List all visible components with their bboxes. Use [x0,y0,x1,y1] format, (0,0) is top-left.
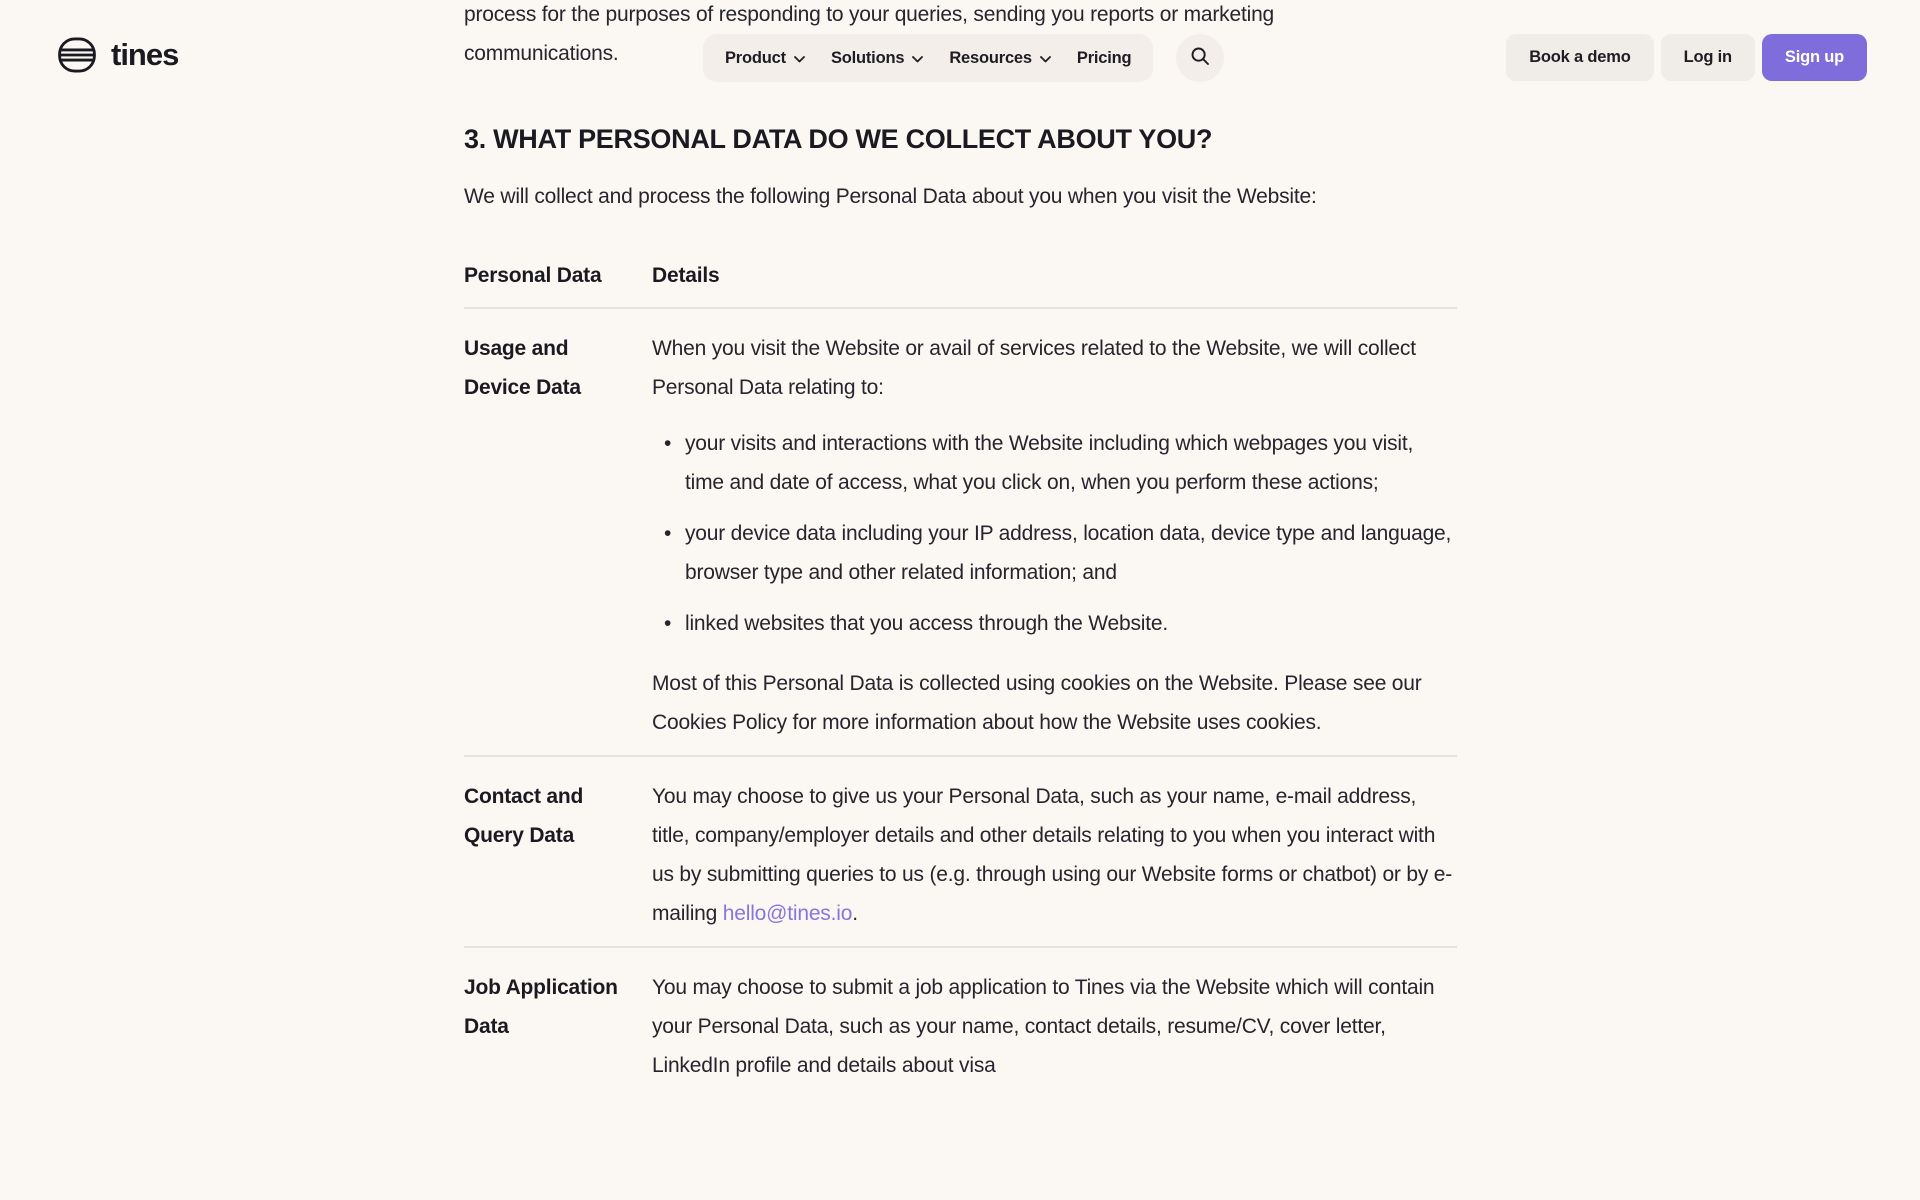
signup-button[interactable]: Sign up [1762,34,1867,81]
nav-item-label: Resources [949,48,1032,67]
nav-item-label: Solutions [830,48,905,67]
book-demo-button[interactable]: Book a demo [1506,34,1653,81]
section-heading: 3. WHAT PERSONAL DATA DO WE COLLECT ABOUT YOU? [464,124,1213,154]
search-icon [1190,46,1210,71]
nav-item-product[interactable] [725,49,805,68]
personal-data-table [464,256,1457,1098]
bullet-text: your device data including your IP address, location data, device type and language, browser type and other related information; and [685,522,1452,584]
column-header-details: Details [652,264,720,287]
table-row [464,757,1457,948]
nav-item-resources[interactable] [949,49,1051,68]
email-link[interactable]: hello@tines.io [722,902,853,925]
logo-wordmark: tines [111,37,179,72]
details-intro: When you visit the Website or avail of services related to the Website, we will collect Personal Data relating to: [652,337,1416,399]
bullet-dot: • [664,522,672,545]
privacy-policy-content [464,0,1457,1098]
details-paragraph [652,777,1457,933]
table-row [464,948,1457,1098]
row-label-job-application-data: Job Application Data [464,976,618,1038]
bullet-item [652,604,1457,643]
nav-item-label: Product [725,48,786,67]
row-label-usage-device-data: Usage and Device Data [464,337,581,399]
bullet-dot: • [664,432,672,455]
details-text: . [852,902,858,925]
scrolled-line-2: communications. [464,42,619,65]
table-header-row [464,256,1457,309]
bullet-text: linked websites that you access through the Website. [685,612,1168,635]
chevron-down-icon [1040,54,1051,63]
nav-item-label: Pricing [1076,48,1132,67]
row-details [652,777,1457,933]
header-actions [1506,34,1867,81]
table-row [464,309,1457,757]
column-header-personal-data: Personal Data [464,264,602,287]
details-bullet-list [652,424,1457,643]
details-text: You may choose to give us your Personal Data, such as your name, e-mail address, title, company/employer details and other details relating to you when you interact with us by submitting queries to us (e.g. through using our Website forms or chatbot) or by e-mailing [652,785,1453,925]
scrolled-line-1: process for the purposes of responding to your queries, sending you reports or marketing [464,3,1275,26]
login-button[interactable]: Log in [1661,34,1755,81]
chevron-down-icon [794,54,805,63]
tines-logo-icon [55,33,99,77]
chevron-down-icon [912,54,923,63]
details-paragraph: You may choose to submit a job application to Tines via the Website which will contain your Personal Data, such as your name, contact details, resume/CV, cover letter, LinkedIn profile and details about visa [652,976,1435,1077]
bullet-item [652,514,1457,592]
nav-item-pricing[interactable] [1077,49,1132,68]
row-details [652,968,1457,1085]
tines-logo[interactable] [55,33,178,77]
bullet-item [652,424,1457,502]
bullet-dot: • [664,612,672,635]
row-details [652,329,1457,742]
row-label-contact-query-data: Contact and Query Data [464,785,584,847]
nav-item-solutions[interactable] [831,49,923,68]
bullet-text: your visits and interactions with the Website including which webpages you visit, time and date of access, what you click on, when you perform these actions; [685,432,1414,494]
details-outro: Most of this Personal Data is collected using cookies on the Website. Please see our Cookies Policy for more information about how the Website uses cookies. [652,672,1422,734]
main-navigation [703,34,1153,82]
search-button[interactable] [1176,34,1224,82]
intro-paragraph: We will collect and process the following Personal Data about you when you visit the Website: [464,185,1317,208]
